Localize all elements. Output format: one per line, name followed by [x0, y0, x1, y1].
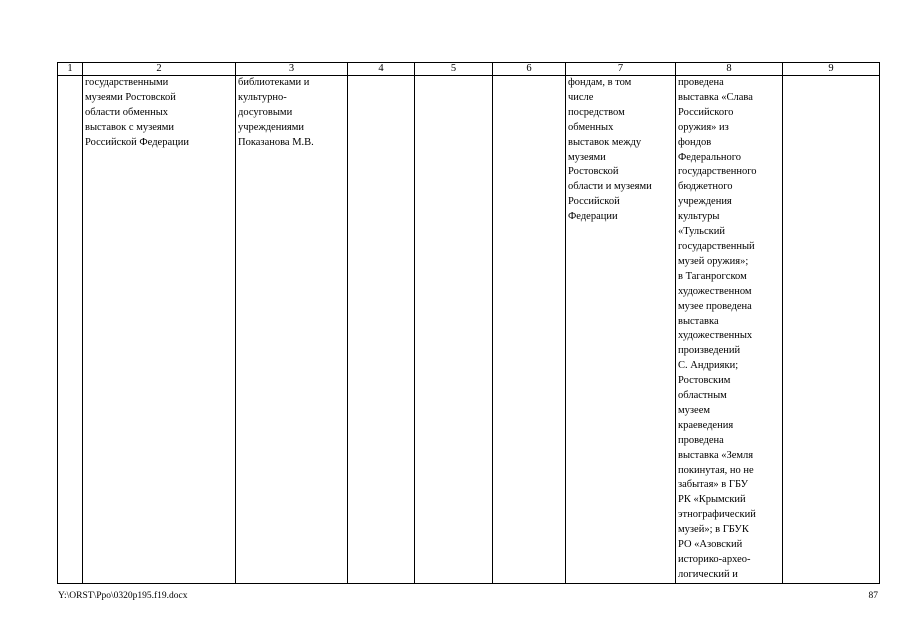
column-header-4: 4: [348, 63, 415, 76]
column-header-8: 8: [676, 63, 783, 76]
cell-col-7: фондам, в том числе посредством обменных выставок между музеями Ростовской области и музеями Российской Федерации: [566, 76, 676, 584]
column-header-9: 9: [783, 63, 880, 76]
table-row: [58, 76, 880, 584]
cell-col-1: [58, 76, 83, 584]
cell-col-3: библиотеками и культурно- досуговыми учреждениями Показанова М.В.: [236, 76, 348, 584]
cell-col-5: [415, 76, 493, 584]
column-header-3: 3: [236, 63, 348, 76]
column-header-1: 1: [58, 63, 83, 76]
cell-col-2: государственными музеями Ростовской области обменных выставок с музеями Российской Федерации: [83, 76, 236, 584]
document-table: [57, 62, 880, 584]
footer-page-number: 87: [868, 591, 878, 601]
footer-file-path: Y:\ORST\Ppo\0320p195.f19.docx: [58, 591, 188, 601]
cell-col-6: [493, 76, 566, 584]
column-header-7: 7: [566, 63, 676, 76]
column-header-2: 2: [83, 63, 236, 76]
cell-col-8: проведена выставка «Слава Российского оружия» из фондов Федерального государственного бюджетного учреждения культуры «Тульский государственный музей оружия»; в Таганрогском художественном музее проведена выставка художественных произведений С. Андрияки; Ростовским областным музеем краеведения проведена выставка «Земля покинутая, но не забытая» в ГБУ РК «Крымский этнографический музей»; в ГБУК РО «Азовский историко-архео- логический и: [676, 76, 783, 584]
header-row: [58, 63, 880, 76]
column-header-6: 6: [493, 63, 566, 76]
column-header-5: 5: [415, 63, 493, 76]
cell-col-4: [348, 76, 415, 584]
cell-col-9: [783, 76, 880, 584]
